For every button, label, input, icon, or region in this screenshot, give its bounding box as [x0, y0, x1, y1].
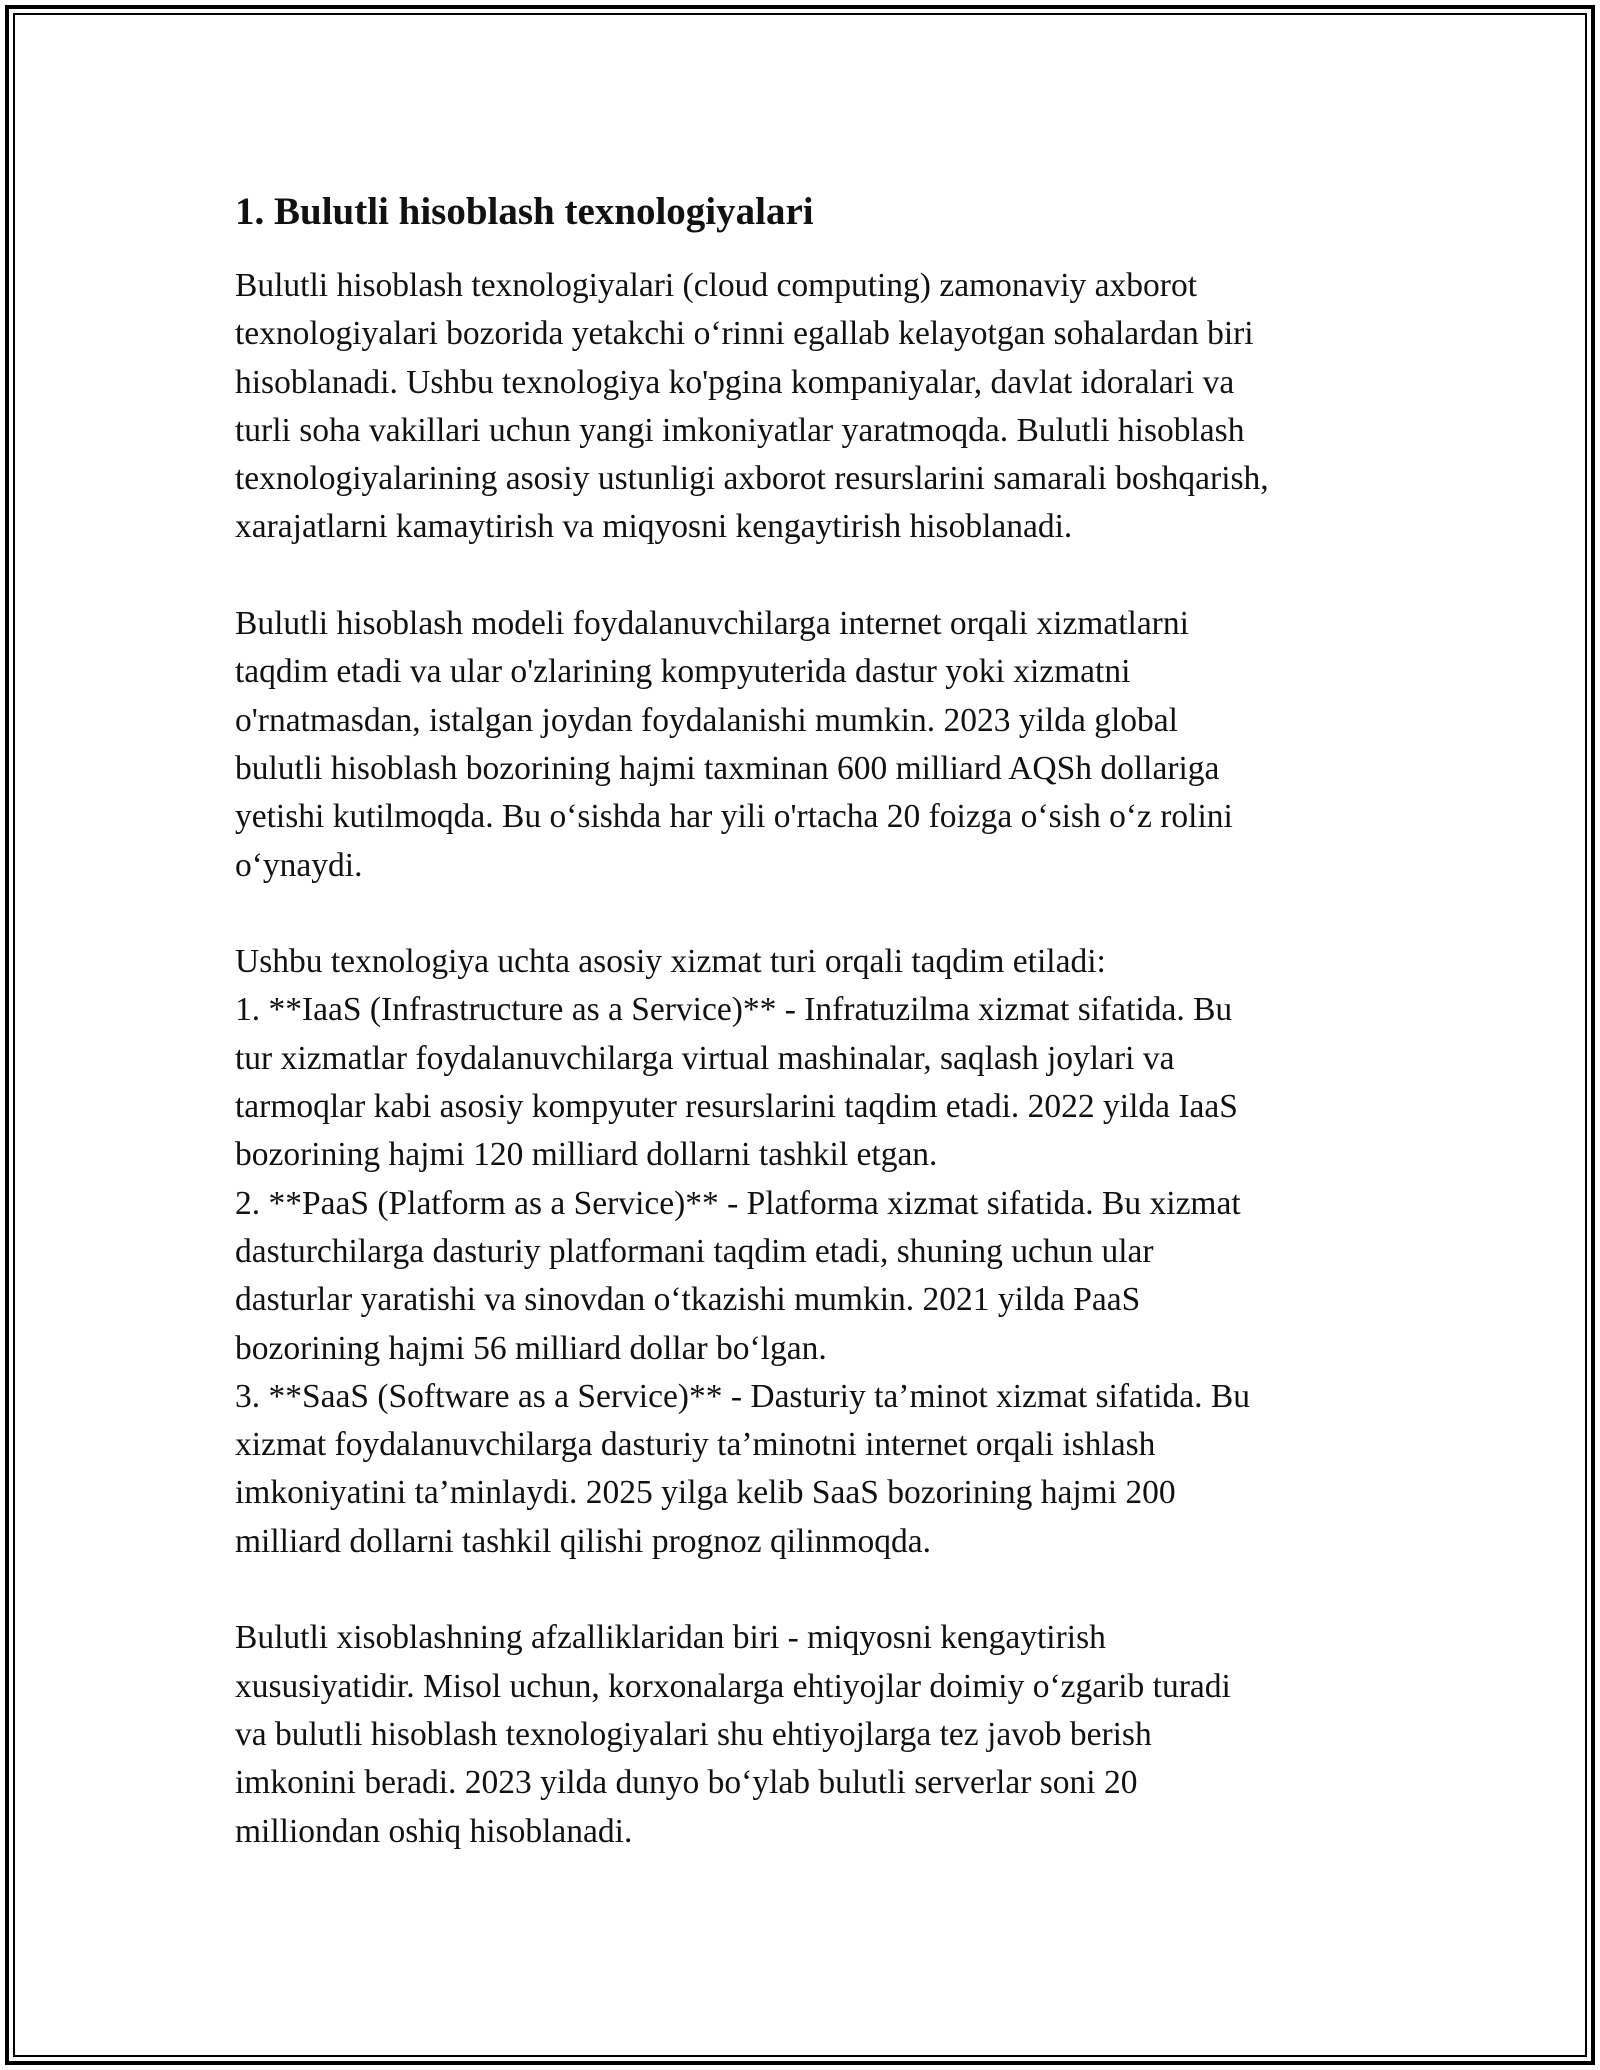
text-line: xarajatlarni kamaytirish va miqyosni kengaytirish hisoblanadi. [235, 508, 1073, 546]
text-line: imkoniyatini ta’minlaydi. 2025 yilga kelib SaaS bozorining hajmi 200 [235, 1474, 1176, 1512]
text-line: milliard dollarni tashkil qilishi prognoz qilinmoqda. [235, 1522, 931, 1560]
text-line: yetishi kutilmoqda. Bu o‘sishda har yili o'rtacha 20 foizga o‘sish o‘z rolini [235, 798, 1233, 836]
list-item-saas: 3. **SaaS (Software as a Service)** - Dasturiy ta’minot xizmat sifatida. Bu [235, 1377, 1250, 1415]
text-line: va bulutli hisoblash texnologiyalari shu ehtiyojlarga tez javob berish [235, 1715, 1152, 1753]
text-line: bozorining hajmi 56 milliard dollar bo‘lgan. [235, 1329, 827, 1367]
text-line: xususiyatidir. Misol uchun, korxonalarga ehtiyojlar doimiy o‘zgarib turadi [235, 1667, 1231, 1705]
text-line: hisoblanadi. Ushbu texnologiya ko'pgina kompaniyalar, davlat idoralari va [235, 363, 1235, 401]
list-item-iaas: 1. **IaaS (Infrastructure as a Service)** - Infratuzilma xizmat sifatida. Bu [235, 991, 1233, 1029]
text-line: dasturchilarga dasturiy platformani taqdim etadi, shuning uchun ular [235, 1232, 1154, 1270]
paragraph-market [235, 600, 1405, 890]
text-line: taqdim etadi va ular o'zlarining kompyuterida dastur yoki xizmatni [235, 653, 1131, 691]
text-line: Ushbu texnologiya uchta asosiy xizmat turi orqali taqdim etiladi: [235, 943, 1106, 981]
text-line: Bulutli xisoblashning afzalliklaridan biri - miqyosni kengaytirish [235, 1619, 1106, 1657]
text-line: o'rnatmasdan, istalgan joydan foydalanishi mumkin. 2023 yilda global [235, 701, 1178, 739]
text-line: turli soha vakillari uchun yangi imkoniyatlar yaratmoqda. Bulutli hisoblash [235, 411, 1245, 449]
text-line: o‘ynaydi. [235, 846, 363, 884]
paragraph-service-models [235, 938, 1405, 1566]
text-line: texnologiyalari bozorida yetakchi o‘rinni egallab kelayotgan sohalardan biri [235, 315, 1254, 353]
text-line: tarmoqlar kabi asosiy kompyuter resurslarini taqdim etadi. 2022 yilda IaaS [235, 1088, 1238, 1126]
text-line: texnologiyalarining asosiy ustunligi axborot resurslarini samarali boshqarish, [235, 460, 1269, 498]
text-line: Bulutli hisoblash modeli foydalanuvchilarga internet orqali xizmatlarni [235, 605, 1189, 643]
text-line: bozorining hajmi 120 milliard dollarni tashkil etgan. [235, 1136, 938, 1174]
text-line: tur xizmatlar foydalanuvchilarga virtual mashinalar, saqlash joylari va [235, 1039, 1175, 1077]
paragraph-scalability [235, 1614, 1405, 1855]
paragraph-intro [235, 262, 1405, 552]
text-line: milliondan oshiq hisoblanadi. [235, 1812, 633, 1850]
text-line: imkonini beradi. 2023 yilda dunyo bo‘ylab bulutli serverlar soni 20 [235, 1764, 1138, 1802]
document-body [235, 186, 1405, 1856]
text-line: bulutli hisoblash bozorining hajmi taxminan 600 milliard AQSh dollariga [235, 749, 1220, 787]
text-line: xizmat foydalanuvchilarga dasturiy ta’minotni internet orqali ishlash [235, 1426, 1156, 1464]
list-item-paas: 2. **PaaS (Platform as a Service)** - Platforma xizmat sifatida. Bu xizmat [235, 1184, 1241, 1222]
document-title: 1. Bulutli hisoblash texnologiyalari [235, 190, 814, 233]
text-line: Bulutli hisoblash texnologiyalari (cloud computing) zamonaviy axborot [235, 267, 1198, 304]
text-line: dasturlar yaratishi va sinovdan o‘tkazishi mumkin. 2021 yilda PaaS [235, 1281, 1141, 1319]
